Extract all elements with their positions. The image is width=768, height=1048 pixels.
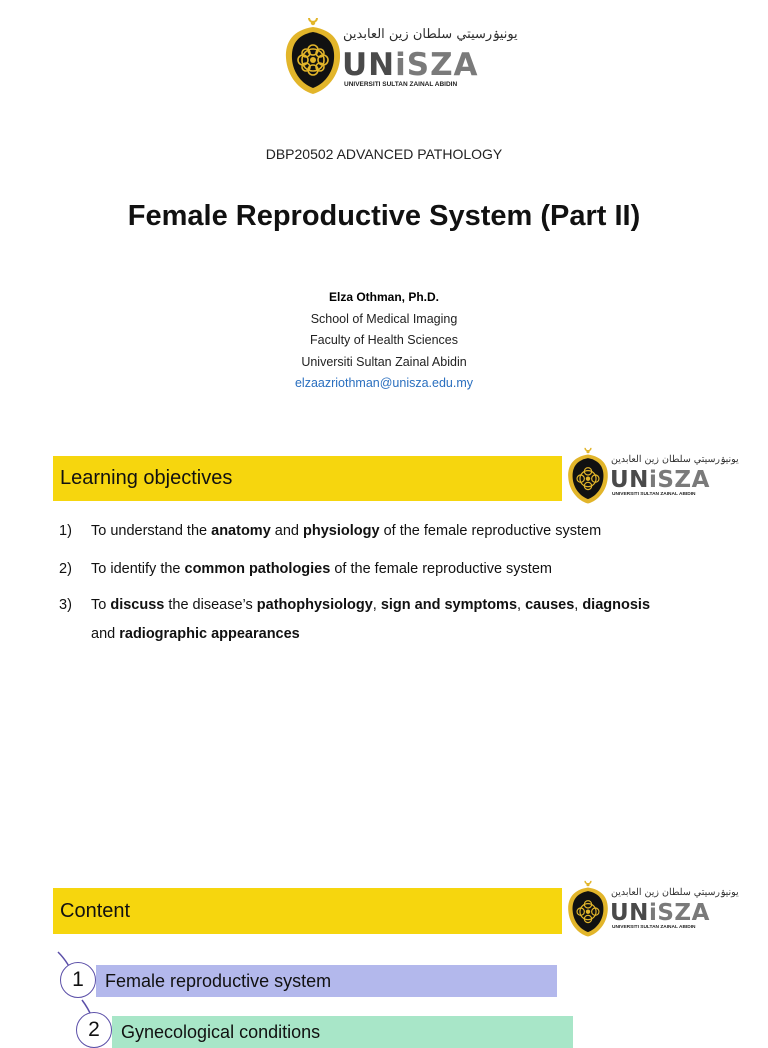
logo-wordmark [610,900,710,926]
content-item-label: Female reproductive system [105,971,332,991]
logo-wordmark-isza: iSZA [648,467,710,493]
content-item-number-badge: 1 [60,962,96,998]
objective-text: To understand the anatomy and physiology of the female reproductive system [91,523,602,539]
logo-subtitle: UNIVERSITI SULTAN ZAINAL ABIDIN [612,925,696,930]
crest-icon [283,14,343,96]
content-item-1[interactable] [96,965,557,997]
learning-objectives-heading: Learning objectives [60,467,233,489]
logo-arabic-text: يونيۏرسيتي سلطان زين العابدين [343,27,518,42]
unisza-logo-top [283,14,518,96]
content-heading: Content [60,900,131,922]
logo-subtitle: UNIVERSITI SULTAN ZAINAL ABIDIN [612,492,696,497]
author-email-link[interactable]: elzaazriothman@unisza.edu.my [294,376,474,390]
author-university: Universiti Sultan Zainal Abidin [301,355,467,369]
content-item-number-badge: 2 [76,1012,112,1048]
objective-text-line-1: To discuss the disease’s pathophysiology, sign and symptoms, causes, diagnosis [91,597,651,613]
logo-subtitle: UNIVERSITI SULTAN ZAINAL ABIDIN [344,81,458,88]
logo-wordmark [342,47,479,83]
crest-icon [566,878,610,938]
learning-objectives-banner [53,456,562,501]
content-banner [53,888,562,934]
author-faculty: Faculty of Health Sciences [310,333,458,347]
objective-number: 2) [59,561,72,577]
objective-text-line-2: and radiographic appearances [91,626,300,642]
unisza-logo-slide3 [566,878,739,938]
author-school: School of Medical Imaging [310,312,458,326]
author-name: Elza Othman, Ph.D. [328,290,439,304]
logo-arabic-text: يونيۏرسيتي سلطان زين العابدين [611,887,739,898]
unisza-logo-slide2 [566,445,739,505]
logo-arabic-text: يونيۏرسيتي سلطان زين العابدين [611,454,739,465]
crest-icon [566,445,610,505]
page-title: Female Reproductive System (Part II) [127,200,641,232]
content-item-label: Gynecological conditions [121,1022,321,1042]
objective-text: To identify the common pathologies of the female reproductive system [91,561,552,577]
course-code: DBP20502 ADVANCED PATHOLOGY [265,146,503,162]
logo-wordmark-un: UN [610,467,649,493]
objective-number: 3) [59,597,72,613]
logo-wordmark-un: UN [610,900,649,926]
logo-wordmark-isza: iSZA [648,900,710,926]
logo-wordmark-un: UN [342,47,396,83]
logo-wordmark-isza: iSZA [395,47,479,83]
content-item-2[interactable] [112,1016,573,1048]
objective-number: 1) [59,523,72,539]
logo-wordmark [610,467,710,493]
